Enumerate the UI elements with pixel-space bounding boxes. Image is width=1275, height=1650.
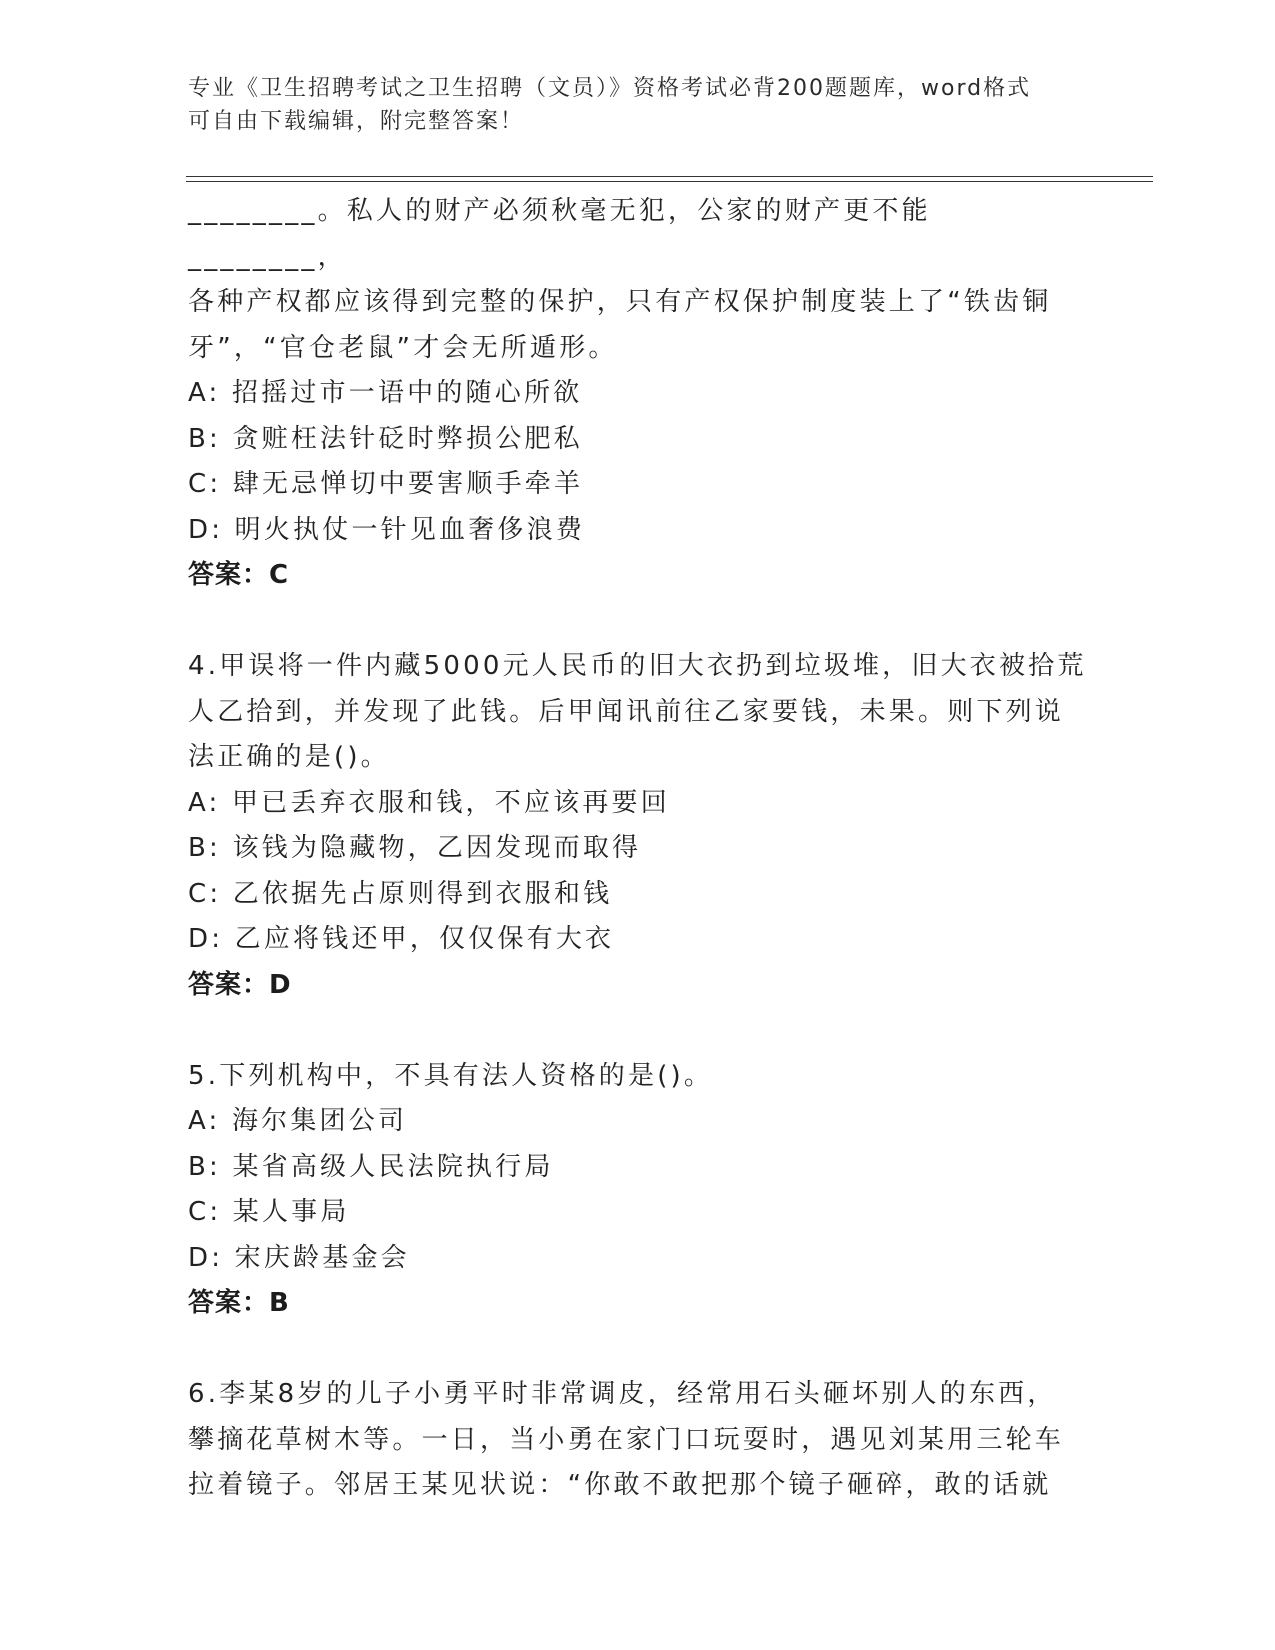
question-6-line-1: 6.李某8岁的儿子小勇平时非常调皮，经常用石头砸坏别人的东西， [188, 1379, 1057, 1409]
question-3-line-1: ________。私人的财产必须秋毫无犯，公家的财产更不能________， [188, 196, 931, 272]
document-body [188, 189, 1088, 1509]
header-divider-top [186, 176, 1153, 177]
question-5-option-c: C: 某人事局 [188, 1197, 350, 1227]
question-6-line-3: 拉着镜子。邻居王某见状说：“你敢不敢把那个镜子砸碎，敢的话就 [188, 1470, 1052, 1500]
spacer [188, 599, 1088, 645]
question-3-line-2: 各种产权都应该得到完整的保护，只有产权保护制度装上了“铁齿铜 [188, 287, 1052, 317]
question-4-option-c: C: 乙依据先占原则得到衣服和钱 [188, 878, 613, 909]
question-3-answer: 答案：C [188, 560, 290, 590]
document-header [188, 72, 1068, 138]
question-3-line-3: 牙”，“官仓老鼠”才会无所遁形。 [188, 332, 618, 363]
question-4-line-3: 法正确的是()。 [188, 742, 390, 772]
question-5-option-d: D: 宋庆龄基金会 [188, 1242, 410, 1273]
question-5-option-a: A: 海尔集团公司 [188, 1106, 408, 1136]
question-4-option-d: D: 乙应将钱还甲，仅仅保有大衣 [188, 924, 615, 954]
question-4-line-1: 4.甲误将一件内藏5000元人民币的旧大衣扔到垃圾堆，旧大衣被拾荒 [188, 651, 1087, 681]
question-6 [188, 1372, 1088, 1509]
spacer [188, 1008, 1088, 1054]
question-5 [188, 1054, 1088, 1327]
question-5-option-b: B: 某省高级人民法院执行局 [188, 1151, 554, 1182]
question-4-option-a: A: 甲已丢弃衣服和钱，不应该再要回 [188, 787, 670, 818]
question-3-option-c: C: 肆无忌惮切中要害顺手牵羊 [188, 469, 584, 499]
question-4-option-b: B: 该钱为隐藏物，乙因发现而取得 [188, 833, 642, 863]
question-6-line-2: 攀摘花草树木等。一日，当小勇在家门口玩耍时，遇见刘某用三轮车 [188, 1424, 1065, 1455]
question-5-line-1: 5.下列机构中，不具有法人资格的是()。 [188, 1060, 714, 1091]
question-3-option-a: A: 招摇过市一语中的随心所欲 [188, 378, 583, 408]
question-4-line-2: 人乙拾到，并发现了此钱。后甲闻讯前往乙家要钱，未果。则下列说 [188, 696, 1065, 727]
question-3-option-b: B: 贪赃枉法针砭时弊损公肥私 [188, 423, 583, 454]
question-4 [188, 644, 1088, 1008]
question-3 [188, 189, 1088, 599]
header-line-2: 可自由下载编辑，附完整答案！ [188, 109, 525, 134]
question-3-option-d: D: 明火执仗一针见血奢侈浪费 [188, 514, 586, 545]
spacer [188, 1327, 1088, 1373]
header-line-1: 专业《卫生招聘考试之卫生招聘（文员）》资格考试必背200题题库，word格式 [188, 76, 1032, 101]
question-5-answer: 答案：B [188, 1288, 290, 1318]
question-4-answer: 答案：D [188, 969, 292, 1000]
header-divider-bottom [186, 181, 1153, 182]
